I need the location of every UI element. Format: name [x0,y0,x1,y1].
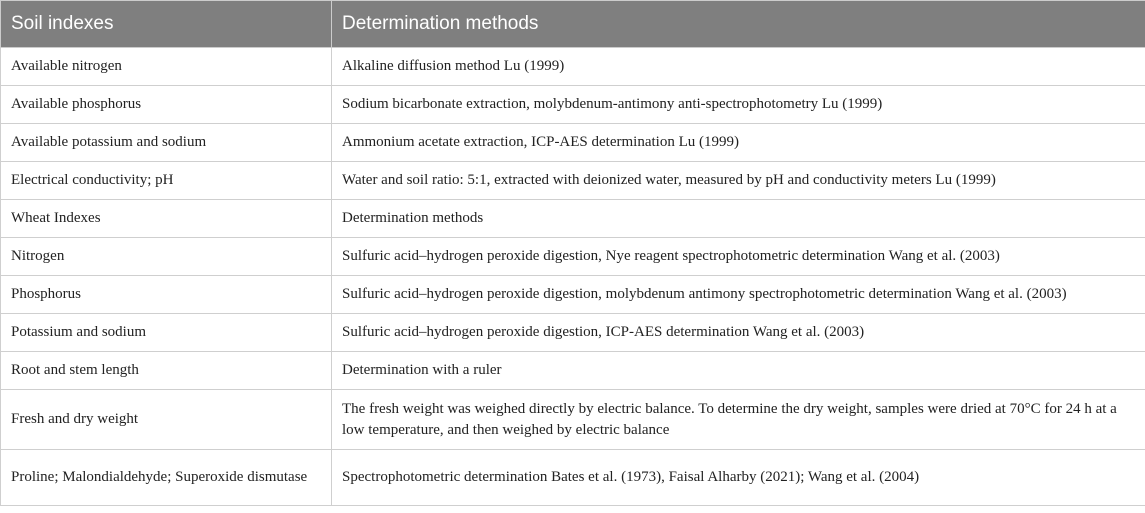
index-cell: Wheat Indexes [1,200,332,238]
header-row [1,1,1145,48]
index-cell: Available nitrogen [1,48,332,86]
table-row [1,124,1145,162]
index-cell: Root and stem length [1,352,332,390]
index-cell: Nitrogen [1,238,332,276]
method-cell: Sulfuric acid–hydrogen peroxide digestion, molybdenum antimony spectrophotometric determination Wang et al. (2003) [332,276,1145,314]
index-cell: Available phosphorus [1,86,332,124]
table-row-subheader [1,200,1145,238]
method-cell: Spectrophotometric determination Bates et al. (1973), Faisal Alharby (2021); Wang et al. (2004) [332,450,1145,506]
table-row [1,314,1145,352]
header-determination-methods: Determination methods [332,1,1145,48]
table-row [1,352,1145,390]
index-cell: Fresh and dry weight [1,390,332,450]
index-cell: Electrical conductivity; pH [1,162,332,200]
index-cell: Proline; Malondialdehyde; Superoxide dismutase [1,450,332,506]
method-cell: Water and soil ratio: 5:1, extracted with deionized water, measured by pH and conductivity meters Lu (1999) [332,162,1145,200]
method-cell: Sodium bicarbonate extraction, molybdenum-antimony anti-spectrophotometry Lu (1999) [332,86,1145,124]
method-cell: The fresh weight was weighed directly by electric balance. To determine the dry weight, samples were dried at 70°C for 24 h at a low temperature, and then weighed by electric balance [332,390,1145,450]
table-row [1,48,1145,86]
method-cell: Determination methods [332,200,1145,238]
method-cell: Alkaline diffusion method Lu (1999) [332,48,1145,86]
index-cell: Potassium and sodium [1,314,332,352]
method-cell: Determination with a ruler [332,352,1145,390]
table-row [1,276,1145,314]
table-row [1,162,1145,200]
index-cell: Phosphorus [1,276,332,314]
header-soil-indexes: Soil indexes [1,1,332,48]
method-cell: Sulfuric acid–hydrogen peroxide digestion, Nye reagent spectrophotometric determination Wang et al. (2003) [332,238,1145,276]
table-row [1,86,1145,124]
index-cell: Available potassium and sodium [1,124,332,162]
table-row [1,450,1145,506]
table-row [1,238,1145,276]
method-cell: Sulfuric acid–hydrogen peroxide digestion, ICP-AES determination Wang et al. (2003) [332,314,1145,352]
method-cell: Ammonium acetate extraction, ICP-AES determination Lu (1999) [332,124,1145,162]
table-row [1,390,1145,450]
